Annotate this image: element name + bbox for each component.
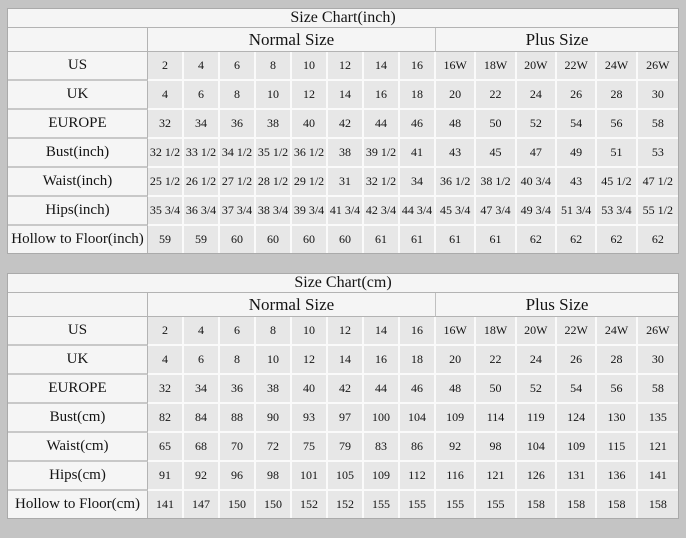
size-cell: 91 [148, 462, 184, 491]
size-cell: 24W [597, 317, 637, 346]
size-cell: 28 [597, 81, 637, 110]
size-cell: 155 [400, 491, 436, 518]
row-label: Hollow to Floor(cm) [8, 491, 148, 518]
size-cell: 101 [292, 462, 328, 491]
size-cell: 8 [256, 52, 292, 81]
size-cell: 29 1/2 [292, 168, 328, 197]
table-row [8, 317, 678, 346]
size-cell: 56 [597, 375, 637, 404]
size-cell: 152 [292, 491, 328, 518]
size-cell: 4 [184, 52, 220, 81]
size-cell: 56 [597, 110, 637, 139]
size-cell: 10 [292, 52, 328, 81]
row-label: Hollow to Floor(inch) [8, 226, 148, 253]
size-cell: 10 [292, 317, 328, 346]
size-cell: 45 1/2 [597, 168, 637, 197]
size-cell: 14 [328, 346, 364, 375]
size-cell: 12 [328, 52, 364, 81]
size-cell: 79 [328, 433, 364, 462]
size-cell: 16W [436, 317, 476, 346]
size-cell: 6 [220, 317, 256, 346]
size-cell: 130 [597, 404, 637, 433]
size-cell: 88 [220, 404, 256, 433]
size-cell: 36 3/4 [184, 197, 220, 226]
row-label: US [8, 52, 148, 81]
size-cell: 2 [148, 317, 184, 346]
size-cell: 114 [476, 404, 516, 433]
group-header-row [8, 293, 678, 317]
size-cell: 10 [256, 81, 292, 110]
size-cell: 20 [436, 346, 476, 375]
size-cell: 14 [364, 317, 400, 346]
size-cell: 20W [517, 317, 557, 346]
size-cell: 6 [184, 81, 220, 110]
size-chart-cm-table [7, 273, 679, 519]
row-label: UK [8, 81, 148, 110]
size-cell: 18W [476, 52, 516, 81]
size-cell: 60 [220, 226, 256, 253]
size-cell: 40 [292, 375, 328, 404]
size-cell: 47 1/2 [638, 168, 678, 197]
title-row [8, 274, 678, 293]
table-row [8, 346, 678, 375]
size-cell: 38 [328, 139, 364, 168]
size-cell: 54 [557, 375, 597, 404]
size-cell: 16 [400, 317, 436, 346]
size-cell: 158 [638, 491, 678, 518]
size-cell: 36 [220, 110, 256, 139]
size-cell: 97 [328, 404, 364, 433]
size-cell: 104 [400, 404, 436, 433]
size-cell: 61 [400, 226, 436, 253]
size-cell: 45 [476, 139, 516, 168]
row-label: Waist(cm) [8, 433, 148, 462]
size-cell: 98 [256, 462, 292, 491]
size-cell: 43 [557, 168, 597, 197]
size-cell: 155 [364, 491, 400, 518]
size-cell: 20W [517, 52, 557, 81]
table-row [8, 433, 678, 462]
table-title: Size Chart(cm) [8, 274, 678, 293]
size-cell: 60 [256, 226, 292, 253]
size-cell: 126 [517, 462, 557, 491]
table-row [8, 491, 678, 518]
size-cell: 68 [184, 433, 220, 462]
table-row [8, 110, 678, 139]
size-cell: 93 [292, 404, 328, 433]
size-cell: 90 [256, 404, 292, 433]
size-cell: 40 [292, 110, 328, 139]
size-cell: 158 [557, 491, 597, 518]
size-cell: 109 [364, 462, 400, 491]
size-cell: 158 [597, 491, 637, 518]
size-cell: 8 [220, 346, 256, 375]
size-cell: 124 [557, 404, 597, 433]
size-cell: 53 3/4 [597, 197, 637, 226]
size-cell: 33 1/2 [184, 139, 220, 168]
size-cell: 20 [436, 81, 476, 110]
size-cell: 51 3/4 [557, 197, 597, 226]
size-cell: 30 [638, 81, 678, 110]
size-cell: 155 [476, 491, 516, 518]
size-cell: 8 [256, 317, 292, 346]
size-cell: 22W [557, 52, 597, 81]
size-cell: 100 [364, 404, 400, 433]
table-row [8, 462, 678, 491]
size-cell: 52 [517, 110, 557, 139]
table-title: Size Chart(inch) [8, 9, 678, 28]
size-cell: 12 [328, 317, 364, 346]
size-cell: 61 [436, 226, 476, 253]
row-label: Bust(cm) [8, 404, 148, 433]
size-cell: 98 [476, 433, 516, 462]
size-cell: 6 [184, 346, 220, 375]
size-cell: 26W [638, 317, 678, 346]
size-cell: 61 [364, 226, 400, 253]
size-cell: 72 [256, 433, 292, 462]
size-cell: 26W [638, 52, 678, 81]
row-label: EUROPE [8, 110, 148, 139]
table-row [8, 52, 678, 81]
size-cell: 42 3/4 [364, 197, 400, 226]
table-row [8, 81, 678, 110]
size-cell: 18 [400, 81, 436, 110]
size-cell: 27 1/2 [220, 168, 256, 197]
size-cell: 60 [328, 226, 364, 253]
table-row [8, 197, 678, 226]
row-label: Waist(inch) [8, 168, 148, 197]
size-cell: 105 [328, 462, 364, 491]
size-cell: 59 [184, 226, 220, 253]
size-cell: 2 [148, 52, 184, 81]
size-cell: 47 [517, 139, 557, 168]
size-cell: 22 [476, 81, 516, 110]
size-cell: 155 [436, 491, 476, 518]
size-cell: 38 [256, 110, 292, 139]
size-cell: 61 [476, 226, 516, 253]
size-cell: 30 [638, 346, 678, 375]
size-cell: 49 [557, 139, 597, 168]
size-cell: 28 [597, 346, 637, 375]
size-cell: 35 3/4 [148, 197, 184, 226]
size-cell: 32 [148, 375, 184, 404]
size-cell: 22W [557, 317, 597, 346]
size-cell: 47 3/4 [476, 197, 516, 226]
size-cell: 62 [517, 226, 557, 253]
size-cell: 50 [476, 110, 516, 139]
size-cell: 131 [557, 462, 597, 491]
size-cell: 44 [364, 110, 400, 139]
size-cell: 14 [328, 81, 364, 110]
table-row [8, 139, 678, 168]
size-cell: 50 [476, 375, 516, 404]
size-cell: 16 [364, 346, 400, 375]
group-header-row [8, 28, 678, 52]
size-cell: 51 [597, 139, 637, 168]
size-cell: 109 [557, 433, 597, 462]
size-cell: 34 [184, 375, 220, 404]
size-cell: 75 [292, 433, 328, 462]
size-cell: 12 [292, 346, 328, 375]
size-cell: 16W [436, 52, 476, 81]
row-label: Hips(inch) [8, 197, 148, 226]
size-cell: 109 [436, 404, 476, 433]
size-cell: 92 [436, 433, 476, 462]
table-row [8, 375, 678, 404]
size-table-cm [8, 274, 678, 518]
size-cell: 41 3/4 [328, 197, 364, 226]
title-row [8, 9, 678, 28]
size-cell: 34 1/2 [220, 139, 256, 168]
plus-size-header: Plus Size [436, 28, 678, 52]
size-cell: 34 [184, 110, 220, 139]
size-cell: 37 3/4 [220, 197, 256, 226]
size-cell: 28 1/2 [256, 168, 292, 197]
size-cell: 84 [184, 404, 220, 433]
size-cell: 58 [638, 110, 678, 139]
size-cell: 44 3/4 [400, 197, 436, 226]
size-cell: 16 [400, 52, 436, 81]
size-cell: 136 [597, 462, 637, 491]
size-cell: 152 [328, 491, 364, 518]
size-cell: 18W [476, 317, 516, 346]
size-cell: 39 1/2 [364, 139, 400, 168]
size-cell: 16 [364, 81, 400, 110]
size-cell: 42 [328, 375, 364, 404]
size-cell: 24W [597, 52, 637, 81]
size-cell: 4 [184, 317, 220, 346]
size-cell: 36 1/2 [292, 139, 328, 168]
corner-cell [8, 293, 148, 317]
size-cell: 24 [517, 81, 557, 110]
plus-size-header: Plus Size [436, 293, 678, 317]
size-cell: 92 [184, 462, 220, 491]
table-row [8, 226, 678, 253]
size-cell: 40 3/4 [517, 168, 557, 197]
size-cell: 4 [148, 81, 184, 110]
row-label: US [8, 317, 148, 346]
size-cell: 53 [638, 139, 678, 168]
size-cell: 158 [517, 491, 557, 518]
size-cell: 38 1/2 [476, 168, 516, 197]
size-cell: 4 [148, 346, 184, 375]
size-cell: 43 [436, 139, 476, 168]
size-cell: 62 [557, 226, 597, 253]
row-label: Bust(inch) [8, 139, 148, 168]
size-cell: 8 [220, 81, 256, 110]
size-cell: 121 [638, 433, 678, 462]
size-cell: 22 [476, 346, 516, 375]
size-cell: 147 [184, 491, 220, 518]
size-cell: 46 [400, 110, 436, 139]
size-cell: 96 [220, 462, 256, 491]
size-cell: 65 [148, 433, 184, 462]
size-cell: 34 [400, 168, 436, 197]
size-cell: 55 1/2 [638, 197, 678, 226]
size-cell: 59 [148, 226, 184, 253]
table-body [8, 52, 678, 253]
row-label: UK [8, 346, 148, 375]
size-cell: 41 [400, 139, 436, 168]
table-row [8, 168, 678, 197]
size-cell: 32 1/2 [148, 139, 184, 168]
size-cell: 58 [638, 375, 678, 404]
corner-cell [8, 28, 148, 52]
size-cell: 60 [292, 226, 328, 253]
size-cell: 24 [517, 346, 557, 375]
size-cell: 119 [517, 404, 557, 433]
row-label: Hips(cm) [8, 462, 148, 491]
size-chart-inch-table [7, 8, 679, 254]
size-cell: 104 [517, 433, 557, 462]
normal-size-header: Normal Size [148, 28, 436, 52]
size-cell: 32 1/2 [364, 168, 400, 197]
size-cell: 26 [557, 81, 597, 110]
size-cell: 44 [364, 375, 400, 404]
size-cell: 112 [400, 462, 436, 491]
size-cell: 38 3/4 [256, 197, 292, 226]
size-cell: 54 [557, 110, 597, 139]
size-cell: 150 [220, 491, 256, 518]
table-row [8, 404, 678, 433]
size-cell: 12 [292, 81, 328, 110]
size-cell: 6 [220, 52, 256, 81]
normal-size-header: Normal Size [148, 293, 436, 317]
size-cell: 48 [436, 110, 476, 139]
size-cell: 70 [220, 433, 256, 462]
size-cell: 116 [436, 462, 476, 491]
size-cell: 135 [638, 404, 678, 433]
size-cell: 45 3/4 [436, 197, 476, 226]
size-cell: 150 [256, 491, 292, 518]
size-cell: 49 3/4 [517, 197, 557, 226]
size-cell: 32 [148, 110, 184, 139]
size-cell: 46 [400, 375, 436, 404]
size-cell: 36 [220, 375, 256, 404]
size-cell: 35 1/2 [256, 139, 292, 168]
size-cell: 26 1/2 [184, 168, 220, 197]
size-cell: 38 [256, 375, 292, 404]
size-cell: 62 [638, 226, 678, 253]
size-cell: 14 [364, 52, 400, 81]
size-cell: 26 [557, 346, 597, 375]
size-cell: 141 [638, 462, 678, 491]
size-cell: 10 [256, 346, 292, 375]
size-cell: 121 [476, 462, 516, 491]
size-cell: 82 [148, 404, 184, 433]
size-cell: 115 [597, 433, 637, 462]
size-cell: 83 [364, 433, 400, 462]
size-cell: 141 [148, 491, 184, 518]
size-cell: 52 [517, 375, 557, 404]
size-cell: 86 [400, 433, 436, 462]
table-body [8, 317, 678, 518]
size-cell: 42 [328, 110, 364, 139]
size-cell: 18 [400, 346, 436, 375]
row-label: EUROPE [8, 375, 148, 404]
size-table-inch [8, 9, 678, 253]
size-cell: 36 1/2 [436, 168, 476, 197]
size-cell: 39 3/4 [292, 197, 328, 226]
size-cell: 25 1/2 [148, 168, 184, 197]
size-cell: 62 [597, 226, 637, 253]
size-cell: 31 [328, 168, 364, 197]
size-cell: 48 [436, 375, 476, 404]
